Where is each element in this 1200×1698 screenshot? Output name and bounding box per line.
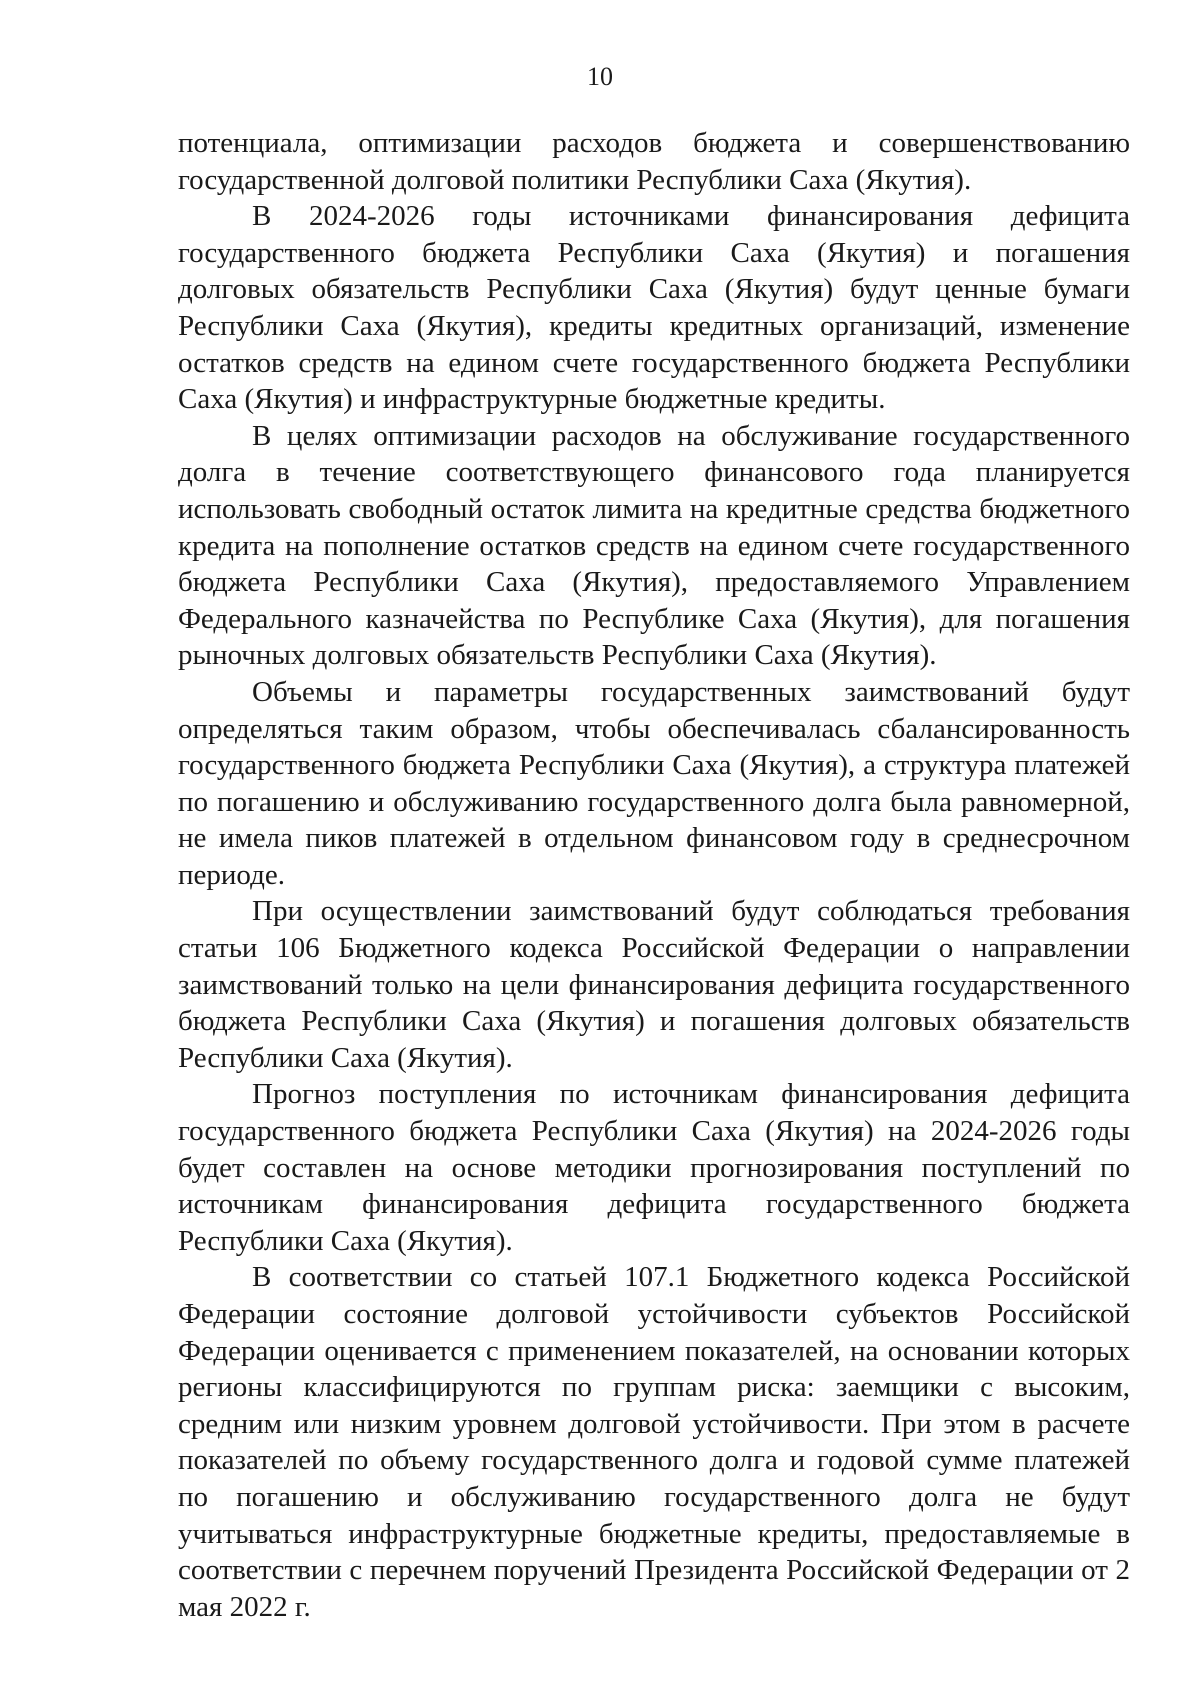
- paragraph-debt-service-optimization: В целях оптимизации расходов на обслуживание государственного долга в течение соответствующего финансового года планируется использовать свободный остаток лимита на кредитные средства бюджетного кредита на пополнение остатков средств на едином счете государственного бюджета Республики Саха (Якутия), предоставляемого Управлением Федерального казначейства по Республике Саха (Якутия), для погашения рыночных долговых обязательств Республики Саха (Якутия).: [178, 419, 1130, 672]
- paragraph-continuation: потенциала, оптимизации расходов бюджета и совершенствованию государственной долговой политики Республики Саха (Якутия).: [178, 127, 1130, 196]
- document-body: [178, 125, 1130, 1625]
- paragraph-revenue-forecast: Прогноз поступления по источникам финансирования дефицита государственного бюджета Республики Саха (Якутия) на 2024-2026 годы будет составлен на основе методики прогнозирования поступлений по источникам финансирования дефицита государственного бюджета Республики Саха (Якутия).: [178, 1078, 1130, 1257]
- paragraph-borrowing-parameters: Объемы и параметры государственных заимствований будут определяться таким образом, чтобы обеспечивалась сбалансированность государственного бюджета Республики Саха (Якутия), а структура платежей по погашению и обслуживанию государственного долга была равномерной, не имела пиков платежей в отдельном финансовом году в среднесрочном периоде.: [178, 675, 1130, 891]
- paragraph-budget-code-requirements: При осуществлении заимствований будут соблюдаться требования статьи 106 Бюджетного кодекса Российской Федерации о направлении заимствований только на цели финансирования дефицита государственного бюджета Республики Саха (Якутия) и погашения долговых обязательств Республики Саха (Якутия).: [178, 895, 1130, 1074]
- paragraph-funding-sources: В 2024-2026 годы источниками финансирования дефицита государственного бюджета Республики Саха (Якутия) и погашения долговых обязательств Республики Саха (Якутия) будут ценные бумаги Республики Саха (Якутия), кредиты кредитных организаций, изменение остатков средств на едином счете государственного бюджета Республики Саха (Якутия) и инфраструктурные бюджетные кредиты.: [178, 200, 1130, 416]
- page-number: 10: [587, 62, 613, 91]
- paragraph-debt-sustainability: В соответствии со статьей 107.1 Бюджетного кодекса Российской Федерации состояние долговой устойчивости субъектов Российской Федерации оценивается с применением показателей, на основании которых регионы классифицируются по группам риска: заемщики с высоким, средним или низким уровнем долговой устойчивости. При этом в расчете показателей по объему государственного долга и годовой сумме платежей по погашению и обслуживанию государственного долга не будут учитываться инфраструктурные бюджетные кредиты, предоставляемые в соответствии с перечнем поручений Президента Российской Федерации от 2 мая 2022 г.: [178, 1261, 1130, 1623]
